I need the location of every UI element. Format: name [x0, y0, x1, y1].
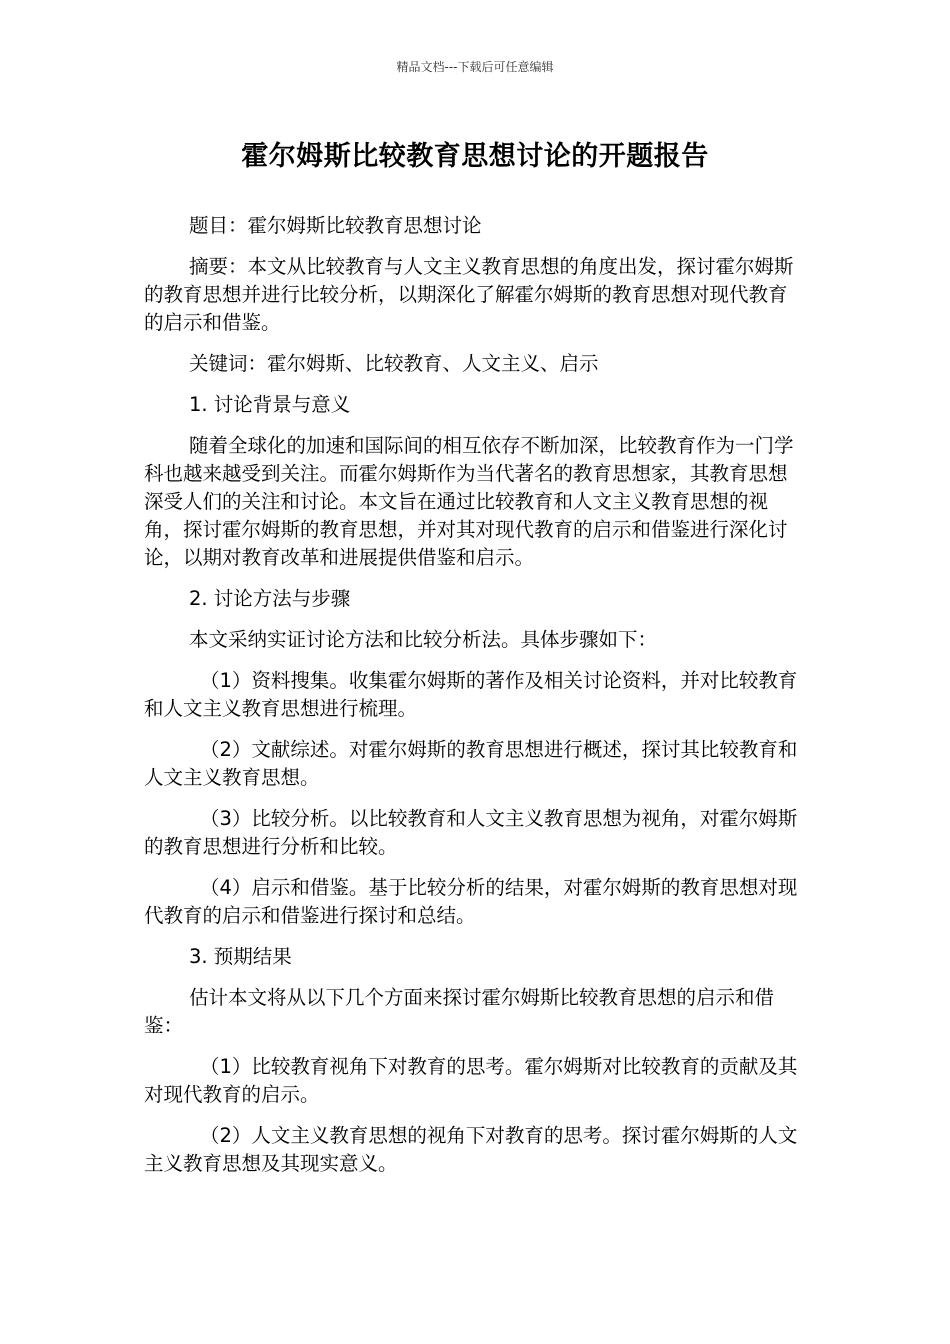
page-header-note: 精品文档---下载后可任意编辑 — [396, 60, 554, 74]
list-item-step-3: （3）比较分析。以比较教育和人文主义教育思想为视角，对霍尔姆斯的教育思想进行分析和比较。 — [144, 807, 798, 858]
paragraph-abstract: 摘要：本文从比较教育与人文主义教育思想的角度出发，探讨霍尔姆斯的教育思想并进行比较分析，以期深化了解霍尔姆斯的教育思想对现代教育的启示和借鉴。 — [144, 255, 794, 334]
paragraph-method-intro: 本文采纳实证讨论方法和比较分析法。具体步骤如下： — [189, 628, 658, 651]
list-item-result-2: （2）人文主义教育思想的视角下对教育的思考。探讨霍尔姆斯的人文主义教育思想及其现实意义。 — [144, 1124, 798, 1175]
list-item-step-2: （2）文献综述。对霍尔姆斯的教育思想进行概述，探讨其比较教育和人文主义教育思想。 — [144, 738, 798, 789]
list-item-step-4: （4）启示和借鉴。基于比较分析的结果，对霍尔姆斯的教育思想对现代教育的启示和借鉴进行探讨和总结。 — [144, 876, 798, 927]
section-heading-background: 1. 讨论背景与意义 — [189, 393, 351, 416]
section-heading-results: 3. 预期结果 — [189, 945, 292, 968]
document-body — [144, 212, 806, 1191]
list-item-step-1: （1）资料搜集。收集霍尔姆斯的著作及相关讨论资料，并对比较教育和人文主义教育思想进行梳理。 — [144, 669, 798, 720]
section-heading-method: 2. 讨论方法与步骤 — [189, 587, 351, 610]
document-title: 霍尔姆斯比较教育思想讨论的开题报告 — [241, 141, 709, 172]
paragraph-background: 随着全球化的加速和国际间的相互依存不断加深，比较教育作为一门学科也越来越受到关注。而霍尔姆斯作为当代著名的教育思想家，其教育思想深受人们的关注和讨论。本文旨在通过比较教育和人文主义教育思想的视角，探讨霍尔姆斯的教育思想，并对其对现代教育的启示和借鉴进行深化讨论，以期对教育改革和进展提供借鉴和启示。 — [144, 434, 794, 569]
paragraph-topic: 题目：霍尔姆斯比较教育思想讨论 — [189, 214, 482, 237]
list-item-result-1: （1）比较教育视角下对教育的思考。霍尔姆斯对比较教育的贡献及其对现代教育的启示。 — [144, 1055, 798, 1106]
paragraph-results-intro: 估计本文将从以下几个方面来探讨霍尔姆斯比较教育思想的启示和借鉴： — [144, 986, 775, 1037]
paragraph-keywords: 关键词：霍尔姆斯、比较教育、人文主义、启示 — [189, 352, 599, 375]
